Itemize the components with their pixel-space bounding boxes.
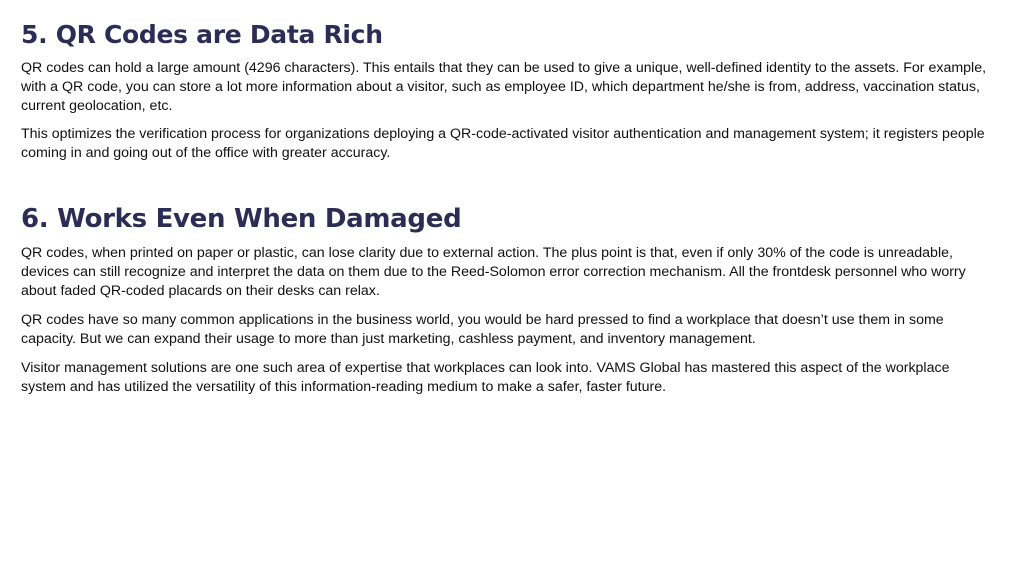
paragraph-verification: This optimizes the verification process for organizations deploying a QR-code-activated visitor authentication and management system; it registers people coming in and going out of the office with greater accuracy. [21,126,985,161]
paragraph-error-correction: QR codes, when printed on paper or plastic, can lose clarity due to external action. The plus point is that, even if only 30% of the code is unreadable, devices can still recognize and interpret the data on them due to the Reed-Solomon error correction mechanism. All the frontdesk personnel who worry about faded QR-coded placards on their desks can relax. [21,245,966,299]
paragraph-common-applications: QR codes have so many common applications in the business world, you would be hard pressed to find a workplace that doesn’t use them in some capacity. But we can expand their usage to more than just marketing, cashless payment, and inventory management. [21,312,944,347]
section-title-works-when-damaged: 6. Works Even When Damaged [21,204,462,234]
section-title-data-rich: 5. QR Codes are Data Rich [21,20,383,49]
paragraph-visitor-management: Visitor management solutions are one such area of expertise that workplaces can look into. VAMS Global has mastered this aspect of the workplace system and has utilized the versatility of this information-reading medium to make a safer, faster future. [21,360,950,395]
paragraph-data-capacity: QR codes can hold a large amount (4296 characters). This entails that they can be used to give a unique, well-defined identity to the assets. For example, with a QR code, you can store a lot more information about a visitor, such as employee ID, which department he/she is from, address, vaccination status, current geolocation, etc. [21,60,987,114]
